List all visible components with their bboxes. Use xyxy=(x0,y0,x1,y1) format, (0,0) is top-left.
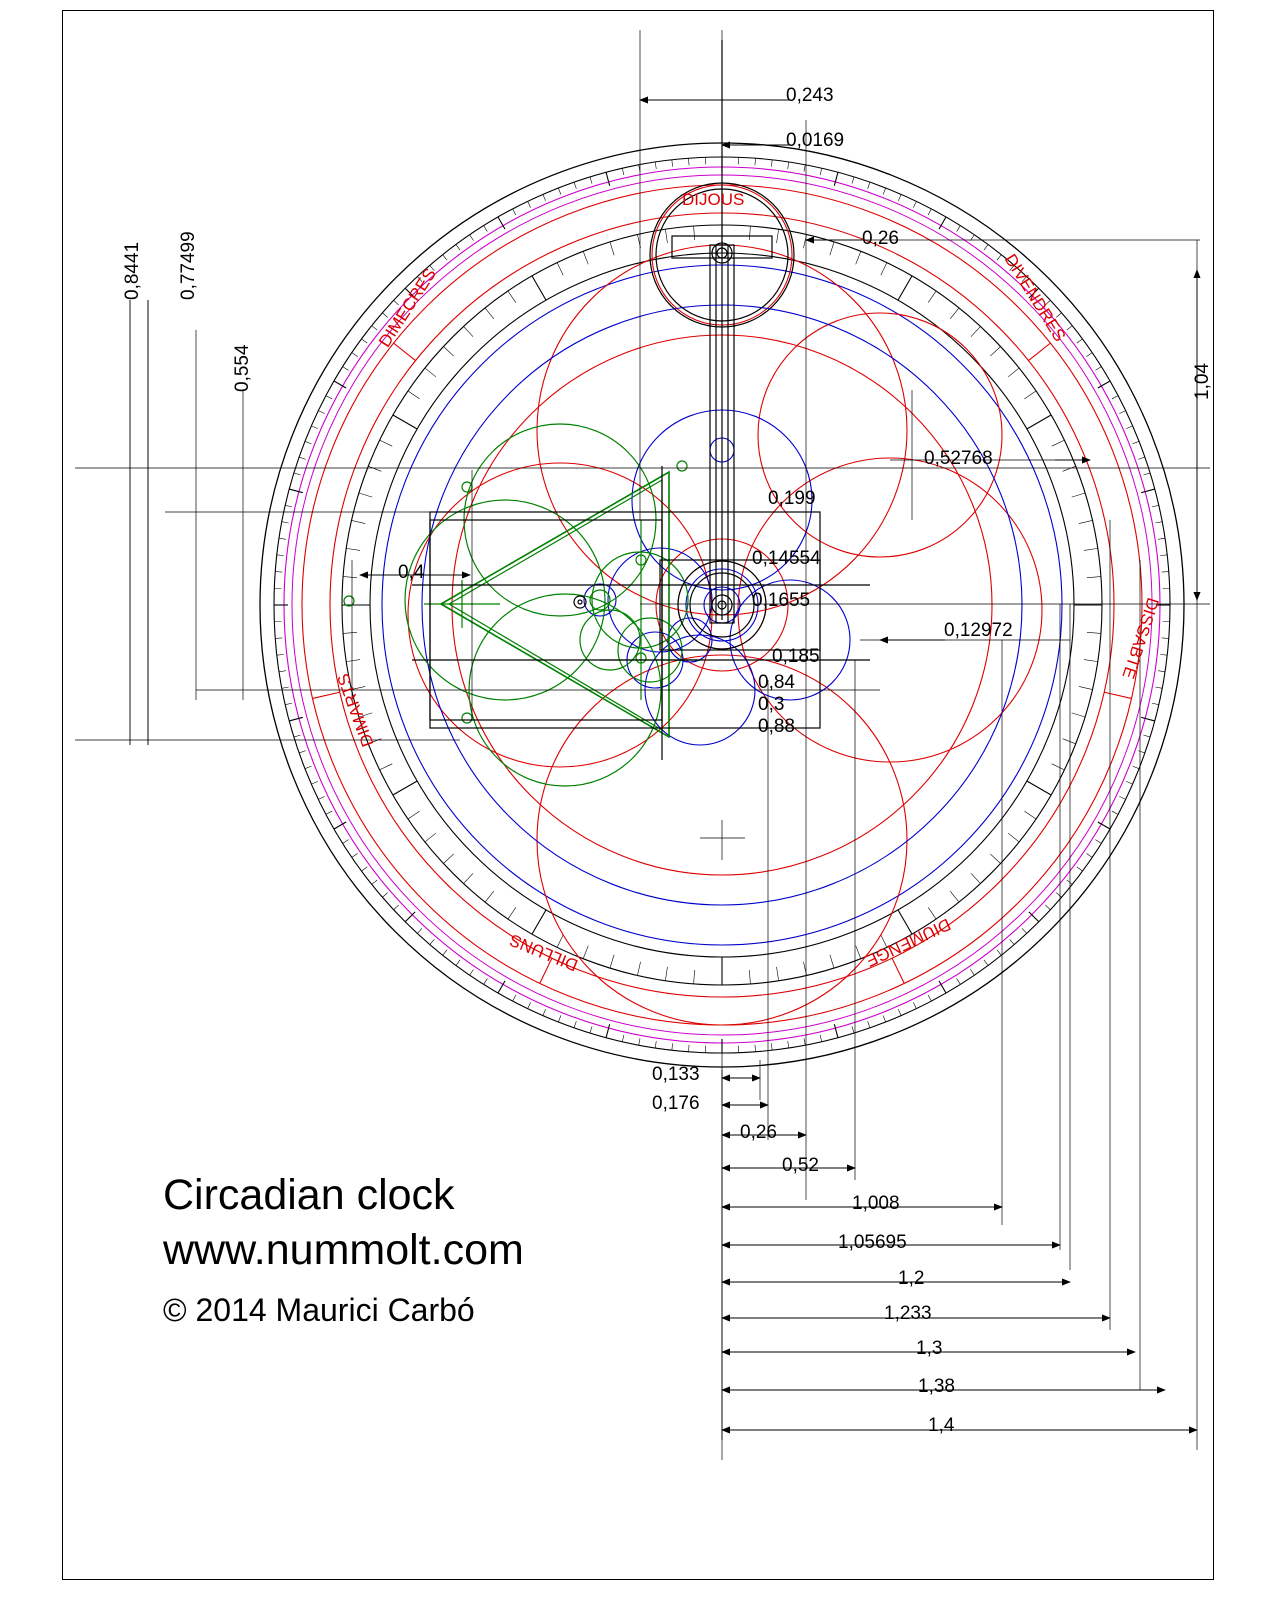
dim-0243: 0,243 xyxy=(786,85,834,106)
dim-0176: 0,176 xyxy=(652,1093,700,1114)
drawing-title: Circadian clock xyxy=(163,1171,455,1219)
dim-01655: 0,1655 xyxy=(752,590,811,611)
day-label-dilluns: DILLUNS xyxy=(506,930,581,975)
dim-026-top: 0,26 xyxy=(862,228,899,249)
dim-088: 0,88 xyxy=(758,716,795,737)
dim-0185: 0,185 xyxy=(772,646,820,667)
dim-03: 0,3 xyxy=(758,694,785,715)
dim-105695: 1,05695 xyxy=(838,1232,907,1253)
dim-1233: 1,233 xyxy=(884,1303,932,1324)
dim-04: 0,4 xyxy=(398,562,425,583)
dim-012972: 0,12972 xyxy=(944,620,1013,641)
dim-1008: 1,008 xyxy=(852,1193,900,1214)
dim-084: 0,84 xyxy=(758,672,795,693)
dim-12: 1,2 xyxy=(898,1268,925,1289)
dim-0199: 0,199 xyxy=(768,488,816,509)
dim-052768: 0,52768 xyxy=(924,448,993,469)
day-label-dijous: DIJOUS xyxy=(682,190,745,209)
dim-138: 1,38 xyxy=(918,1376,955,1397)
day-label-dissabte: DISSABTE xyxy=(1118,595,1163,682)
day-label-dimarts: DIMARTS xyxy=(333,671,378,750)
day-label-dimecres: DIMECRES xyxy=(375,264,440,351)
day-label-divendres: DIVENDRES xyxy=(1000,250,1070,345)
dim-08441: 0,8441 xyxy=(122,241,143,300)
drawing-copyright: © 2014 Maurici Carbó xyxy=(163,1292,475,1328)
day-label-diumenge: DIUMENGE xyxy=(862,914,954,971)
dim-00169: 0,0169 xyxy=(786,130,845,151)
dim-014554: 0,14554 xyxy=(752,548,821,569)
dim-104: 1,04 xyxy=(1192,363,1213,400)
drawing-website: www.nummolt.com xyxy=(163,1226,524,1274)
dim-0133: 0,133 xyxy=(652,1064,700,1085)
dim-077499: 0,77499 xyxy=(178,231,199,300)
dim-0554: 0,554 xyxy=(232,344,253,392)
dim-13: 1,3 xyxy=(916,1338,943,1359)
dim-026-bottom: 0,26 xyxy=(740,1122,777,1143)
title-block xyxy=(163,1168,524,1334)
dim-052: 0,52 xyxy=(782,1155,819,1176)
dim-14: 1,4 xyxy=(928,1415,955,1436)
